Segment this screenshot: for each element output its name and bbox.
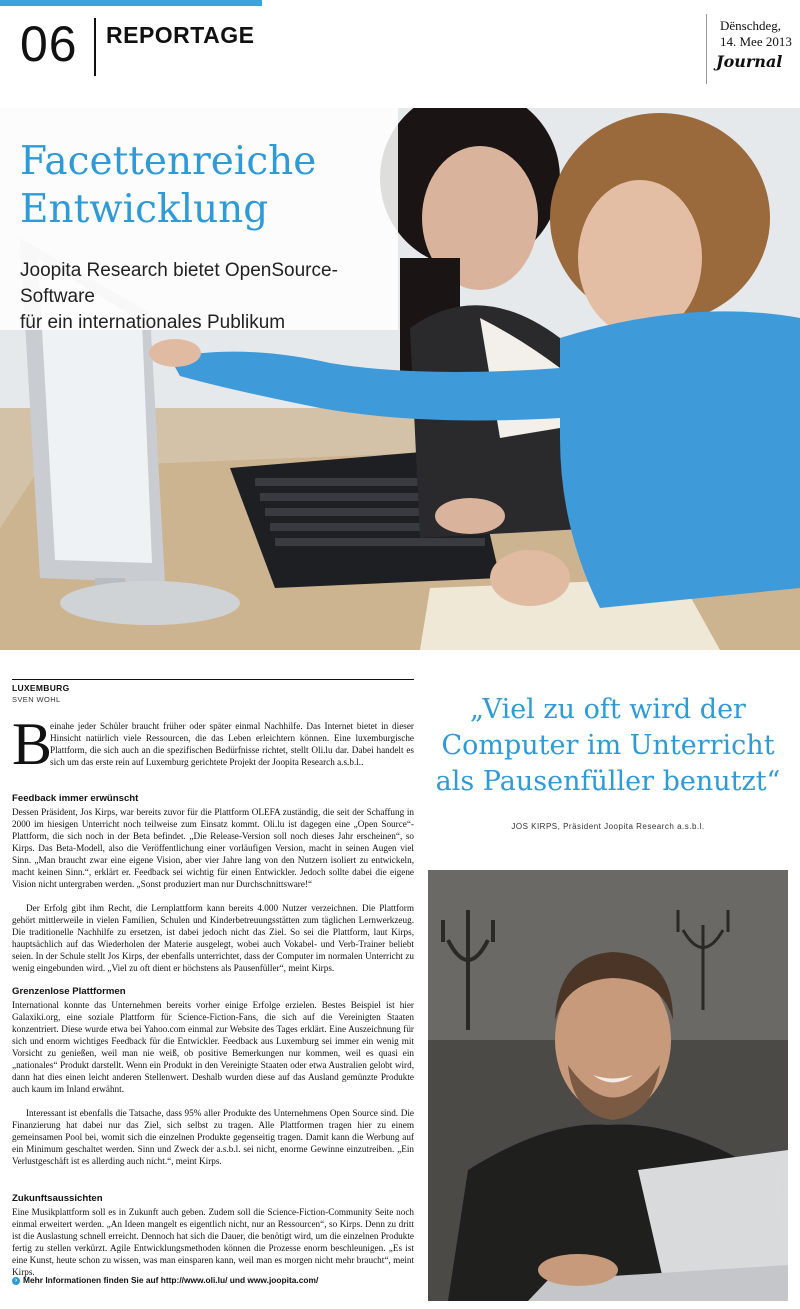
- date-day: 14. Mee 2013: [720, 34, 792, 49]
- portrait-illustration: [428, 870, 788, 1301]
- subhead-outlook: Zukunftsaussichten: [12, 1193, 103, 1204]
- arrow-icon: ›: [12, 1277, 20, 1285]
- headline-line-1: Facettenreiche: [20, 139, 317, 184]
- intro-text: einahe jeder Schüler braucht früher oder später einmal Nachhilfe. Das Internet bietet in dieser Hinsicht natürlich viele Ressourcen, die das Leben erleichtern können. Eine luxemburgische Plattform, die sich auch an die spezifischen Bedürfnisse richtet, stellt Oli.lu dar. Dabei handelt es sich um das erste rein auf Luxemburg gerichtete Projekt der Joopita Research a.s.b.l..: [50, 721, 414, 767]
- subhead-feedback: Feedback immer erwünscht: [12, 793, 139, 804]
- photo-credit: Foto: Alain Rischard: [776, 1166, 782, 1220]
- byline-rule: [12, 679, 414, 680]
- section-title: REPORTAGE: [106, 22, 255, 48]
- subhead-platforms: Grenzenlose Plattformen: [12, 986, 126, 997]
- paragraph-outlook: Eine Musikplattform soll es in Zukunft auch geben. Zudem soll die Science-Fiction-Community Seite noch einmal erweitert werden. „An Ideen mangelt es eigentlich nicht, nur an Ressourcen“, so Kirps. Denn zu dritt ist die Auslastung schnell erreicht. Dennoch hat sich die Dauer, die benötigt wird, um die einzelnen Produkte fertig zu stellen verkürzt. Agile Entwicklungsmethoden können die Prozesse enorm beschleunigen. „Es ist eine Kunst, heute schon zu wissen, was man einsparen kann, weil man es morgen nicht mehr braucht“, meint Kirps.: [12, 1207, 414, 1277]
- date-weekday: Dënschdeg,: [720, 18, 782, 33]
- header-divider: [94, 18, 96, 76]
- page-number: 06: [20, 16, 78, 72]
- paragraph-feedback-2: Der Erfolg gibt ihm Recht, die Lernplattform kann bereits 4.000 Nutzer verzeichnen. Die Plattform gehört mittlerweile in vielen Familien, Schulen und Kinderbetreuungsstätten zum täglichen Lernwerkzeug. Die traditionelle Nachhilfe zu ersetzen, ist dabei jedoch nicht das Ziel. So sei die Plattform, laut Kirps, hauptsächlich auf das Wiederholen der Materie ausgelegt, wobei auch Vokabel- und Verb-Trainer beliebt seien. In der Schule stellt Jos Kirps, der ebenfalls unterrichtet, dass der Computer im normalen Unterricht zu wenig eingebunden wird. „Viel zu oft dient er höchstens als Pausenfüller“, meint Kirps.: [12, 903, 414, 973]
- quote-line-2: Computer im Unterricht: [441, 730, 775, 761]
- paragraph-platforms-2: Interessant ist ebenfalls die Tatsache, dass 95% aller Produkte des Unternehmens Open Source sind. Die Finanzierung hat dabei nur das Ziel, sich selbst zu tragen. Alle Plattformen tragen hier zu einem gemeinsamen Pool bei, womit sich die einzelnen Produkte gegenseitig tragen. Damit kann die Werbung auf ein Minimum geschaltet werden. Sinn und Zweck der a.s.b.l. sei nicht, enorme Gewinne einzutreiben. „Ein Verlustgeschäft ist es allerding auch nicht.“, meint Kirps.: [12, 1108, 414, 1166]
- portrait-photo: [428, 870, 788, 1301]
- subtitle-line-2: für ein internationales Publikum: [20, 312, 286, 333]
- more-info: [12, 1275, 318, 1285]
- quote-line-3: als Pausenfüller benutzt“: [435, 766, 781, 797]
- more-info-text: Mehr Informationen finden Sie auf http://www.oli.lu/ und www.joopita.com/: [23, 1275, 319, 1285]
- journal-logo: Journal: [716, 52, 783, 71]
- header-right-divider: [706, 14, 707, 84]
- paragraph-feedback-1: Dessen Präsident, Jos Kirps, war bereits zuvor für die Plattform OLEFA zuständig, die seit der Schaffung in 2000 im hiesigen Unterricht noch teilweise zum Einsatz kommt. Oli.lu ist dagegen eine „Open Source“-Plattform, die sich noch in der Beta befindet. „Die Release-Version soll noch dieses Jahr erscheinen“, so Kirps. Das Beta-Modell, also die Veröffentlichung einer vorläufigen Version, macht in seinen Augen viel Sinn. „Man braucht zwar eine eigene Vision, aber vier Jahre lang von den Nutzern isoliert zu entwickeln, macht keinen Sinn.“, erklärt er. Feedback sei wichtig für einen Entwickler. Jedoch sollte dabei die eigene Vision nicht untergraben werden. „Sonst produziert man nur Durchschnittsware!“: [12, 807, 414, 889]
- byline-location: LUXEMBURG: [12, 683, 70, 693]
- top-accent-bar: [0, 0, 262, 6]
- pull-quote: [428, 692, 788, 800]
- subtitle-line-1: Joopita Research bietet OpenSource-Software: [20, 260, 338, 307]
- paragraph-platforms-1: International konnte das Unternehmen bereits vorher einige Erfolge erzielen. Bestes Beispiel ist hier Galaxiki.org, eine soziale Plattform für Science-Fiction-Fans, die sich auf die Vereinigten Staaten konzentriert. Diese wurde etwa bei Yahoo.com einmal zur Website des Tages erklärt. Eine Auszeichnung für sich und enorm wichtiges Feedback für die Entwickler. Feedback aus Luxemburg sei immer ein wenig mit Vorsicht zu genießen, weil man nie weiß, ob positive Bemerkungen nur kommen, weil es quasi ein „nationales“ Produkt darstellt. Wenn ein Produkt in den Vereinigte Staaten oder etwa Australien gelobt wird, dann hat dies einen leicht anderen Stellenwert. Deshalb wurden diese auf das Ausland gemünzte Produkte auch kaum im Inland erwähnt.: [12, 1000, 414, 1094]
- issue-date: [720, 18, 792, 50]
- article-subtitle: [20, 258, 400, 336]
- quote-line-1: „Viel zu oft wird der: [470, 694, 746, 725]
- intro-paragraph-top: [50, 720, 414, 768]
- quote-attribution: JOS KIRPS, Präsident Joopita Research a.s.b.l.: [511, 822, 705, 831]
- byline-author: SVEN WOHL: [12, 695, 61, 704]
- article-headline: [20, 138, 400, 234]
- drop-cap: B: [12, 711, 53, 777]
- headline-line-2: Entwicklung: [20, 187, 269, 232]
